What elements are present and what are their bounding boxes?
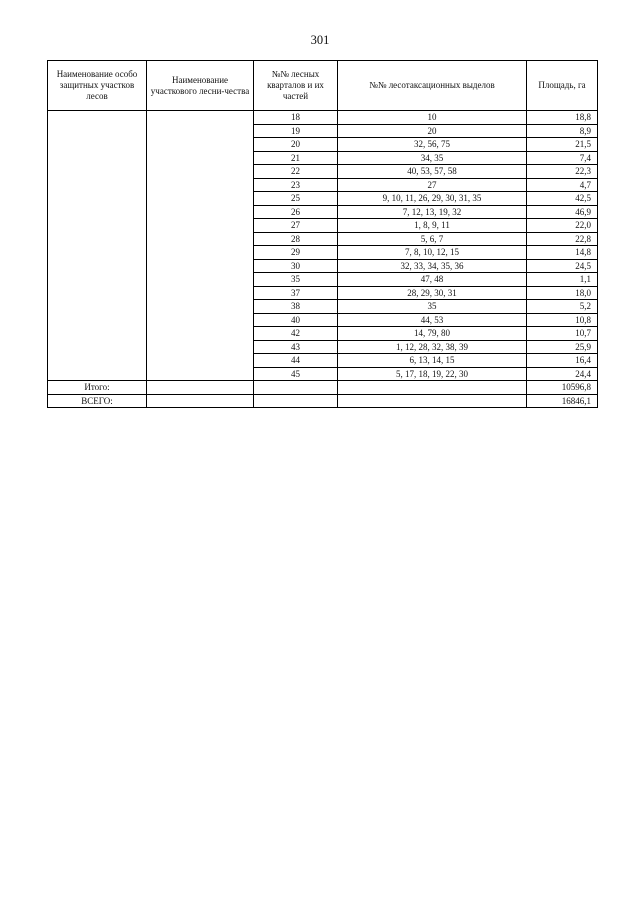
plot-area: 24,4 bbox=[527, 367, 598, 381]
subtotal-label: Итого: bbox=[48, 381, 147, 395]
header-area: Площадь, га bbox=[527, 61, 598, 111]
taxation-plots: 32, 56, 75 bbox=[338, 138, 527, 152]
header-forest-quarters: №№ лесных кварталов и их частей bbox=[254, 61, 338, 111]
plot-area: 18,8 bbox=[527, 111, 598, 125]
taxation-plots: 40, 53, 57, 58 bbox=[338, 165, 527, 179]
subtotal-area: 10596,8 bbox=[527, 381, 598, 395]
plot-area: 42,5 bbox=[527, 192, 598, 206]
plot-area: 22,3 bbox=[527, 165, 598, 179]
plot-area: 22,8 bbox=[527, 232, 598, 246]
quarter-number: 27 bbox=[254, 219, 338, 233]
quarter-number: 37 bbox=[254, 286, 338, 300]
taxation-plots: 44, 53 bbox=[338, 313, 527, 327]
taxation-plots: 7, 12, 13, 19, 32 bbox=[338, 205, 527, 219]
quarter-number: 42 bbox=[254, 327, 338, 341]
taxation-plots: 27 bbox=[338, 178, 527, 192]
protected-area-cell bbox=[48, 111, 147, 381]
quarter-number: 25 bbox=[254, 192, 338, 206]
plot-area: 25,9 bbox=[527, 340, 598, 354]
header-forestry-district: Наименование участкового лесни-чества bbox=[147, 61, 254, 111]
plot-area: 8,9 bbox=[527, 124, 598, 138]
taxation-plots: 28, 29, 30, 31 bbox=[338, 286, 527, 300]
taxation-plots: 47, 48 bbox=[338, 273, 527, 287]
plot-area: 21,5 bbox=[527, 138, 598, 152]
plot-area: 7,4 bbox=[527, 151, 598, 165]
taxation-plots: 14, 79, 80 bbox=[338, 327, 527, 341]
quarter-number: 40 bbox=[254, 313, 338, 327]
quarter-number: 35 bbox=[254, 273, 338, 287]
plot-area: 14,8 bbox=[527, 246, 598, 260]
plot-area: 5,2 bbox=[527, 300, 598, 314]
total-empty-cell bbox=[338, 394, 527, 408]
plot-area: 24,5 bbox=[527, 259, 598, 273]
plot-area: 10,8 bbox=[527, 313, 598, 327]
subtotal-row bbox=[48, 381, 598, 395]
quarter-number: 18 bbox=[254, 111, 338, 125]
quarter-number: 45 bbox=[254, 367, 338, 381]
taxation-plots: 7, 8, 10, 12, 15 bbox=[338, 246, 527, 260]
subtotal-empty-cell bbox=[338, 381, 527, 395]
forestry-district-cell bbox=[147, 111, 254, 381]
plot-area: 18,0 bbox=[527, 286, 598, 300]
quarter-number: 44 bbox=[254, 354, 338, 368]
plot-area: 10,7 bbox=[527, 327, 598, 341]
taxation-plots: 1, 12, 28, 32, 38, 39 bbox=[338, 340, 527, 354]
quarter-number: 21 bbox=[254, 151, 338, 165]
quarter-number: 28 bbox=[254, 232, 338, 246]
total-empty-cell bbox=[254, 394, 338, 408]
page-number: 301 bbox=[310, 33, 330, 47]
quarter-number: 30 bbox=[254, 259, 338, 273]
taxation-plots: 9, 10, 11, 26, 29, 30, 31, 35 bbox=[338, 192, 527, 206]
quarter-number: 26 bbox=[254, 205, 338, 219]
taxation-plots: 32, 33, 34, 35, 36 bbox=[338, 259, 527, 273]
subtotal-empty-cell bbox=[254, 381, 338, 395]
plot-area: 46,9 bbox=[527, 205, 598, 219]
quarter-number: 38 bbox=[254, 300, 338, 314]
taxation-plots: 34, 35 bbox=[338, 151, 527, 165]
taxation-plots: 35 bbox=[338, 300, 527, 314]
taxation-plots: 5, 6, 7 bbox=[338, 232, 527, 246]
forest-plots-table bbox=[47, 60, 598, 408]
quarter-number: 29 bbox=[254, 246, 338, 260]
plot-area: 4,7 bbox=[527, 178, 598, 192]
header-taxation-plots: №№ лесотаксационных выделов bbox=[338, 61, 527, 111]
total-row bbox=[48, 394, 598, 408]
subtotal-empty-cell bbox=[147, 381, 254, 395]
total-label: ВСЕГО: bbox=[48, 394, 147, 408]
taxation-plots: 10 bbox=[338, 111, 527, 125]
table-row bbox=[48, 111, 598, 125]
taxation-plots: 1, 8, 9, 11 bbox=[338, 219, 527, 233]
quarter-number: 43 bbox=[254, 340, 338, 354]
taxation-plots: 20 bbox=[338, 124, 527, 138]
plot-area: 22,0 bbox=[527, 219, 598, 233]
quarter-number: 19 bbox=[254, 124, 338, 138]
table-body bbox=[48, 111, 598, 408]
quarter-number: 23 bbox=[254, 178, 338, 192]
plot-area: 1,1 bbox=[527, 273, 598, 287]
header-protected-areas: Наименование особо защитных участков лесов bbox=[48, 61, 147, 111]
taxation-plots: 5, 17, 18, 19, 22, 30 bbox=[338, 367, 527, 381]
total-area: 16846,1 bbox=[527, 394, 598, 408]
table-header bbox=[48, 61, 598, 111]
total-empty-cell bbox=[147, 394, 254, 408]
taxation-plots: 6, 13, 14, 15 bbox=[338, 354, 527, 368]
quarter-number: 20 bbox=[254, 138, 338, 152]
quarter-number: 22 bbox=[254, 165, 338, 179]
plot-area: 16,4 bbox=[527, 354, 598, 368]
